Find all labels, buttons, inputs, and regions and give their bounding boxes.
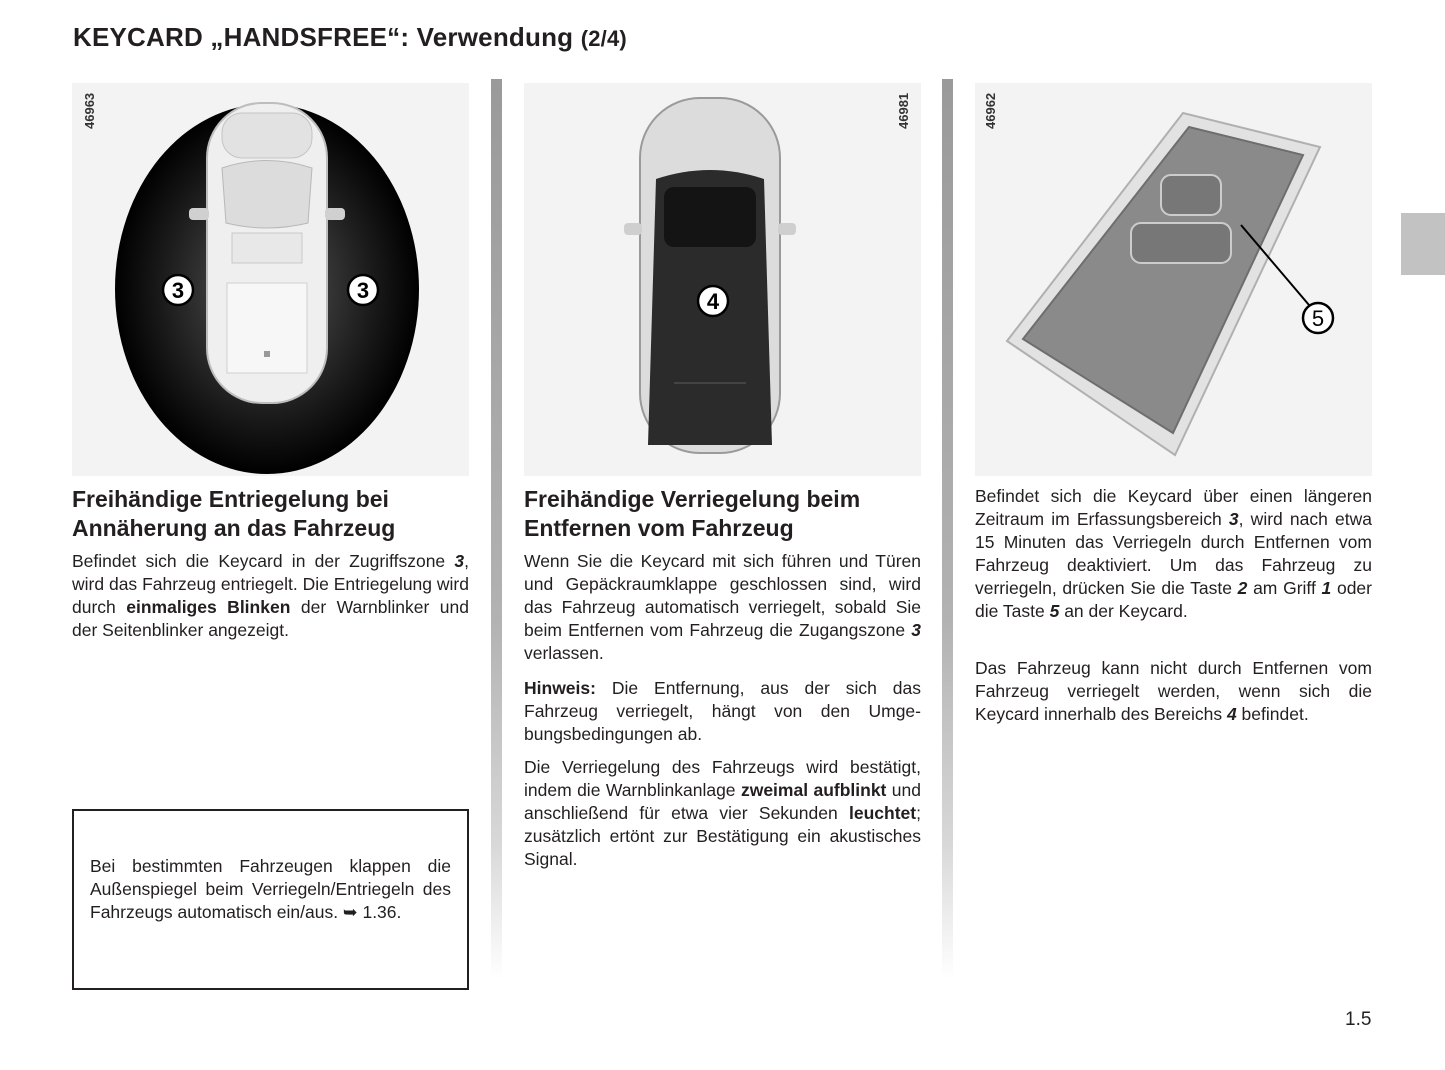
col1-heading: Freihändige Entriegelung bei Annäherung an das Fahrzeug <box>72 486 396 541</box>
chapter-tab <box>1401 213 1445 275</box>
col2-paragraph-2: Hinweis: Die Entfernung, aus der sich das Fahrzeug verriegelt, hängt von den Umgebungsbedingungen ab. <box>524 678 921 744</box>
note-box <box>72 809 469 990</box>
page-title-sub: (2/4) <box>580 26 627 51</box>
callout-left: 3 <box>171 278 185 303</box>
lock-button <box>1161 175 1221 215</box>
page-title: KEYCARD „HANDSFREE“: Verwendung (2/4) <box>73 22 627 52</box>
col1-paragraph: Befindet sich die Keycard in der Zugriffszone 3, wird das Fahrzeug entriegelt. Die Entriegelung wird durch einmaliges Blinken der Warnblinker und der Seitenblinker angezeigt. <box>72 551 469 640</box>
car-top-illustration <box>524 83 921 476</box>
figure-approach-zone <box>72 83 469 476</box>
col2-paragraph-1: Wenn Sie die Keycard mit sich führen und Türen und Gepäckraumklappe geschlossen sind, wird das Fahrzeug automatisch verriegelt, sobald Sie beim Entfernen vom Fahrzeug die Zugangszone 3 verlassen. <box>524 551 921 663</box>
col3-paragraph-2: Das Fahrzeug kann nicht durch Entfernen vom Fahrzeug verriegelt werden, wenn sich die Keycard innerhalb des Bereichs 4 befindet. <box>975 658 1372 724</box>
figure-keycard <box>975 83 1372 476</box>
arrow-icon: ➥ <box>342 902 358 922</box>
col3-paragraph-1: Befindet sich die Keycard über einen längeren Zeitraum im Erfassungsbereich 3, wird nach etwa 15 Minuten das Verriegeln durch Entfernen vom Fahrzeug deaktiviert. Um das Fahrzeug zu verriegeln, drücken Sie die Taste 2 am Griff 1 oder die Taste 5 an der Keycard. <box>975 486 1372 621</box>
keycard-illustration <box>975 83 1372 476</box>
col2-paragraph-3: Die Verriegelung des Fahrzeugs wird bestätigt, indem die Warnblinkanlage zweimal aufblinkt und anschließend für etwa vier Sekunden leuchtet; zusätzlich ertönt zur Bestätigung ein akustisches Signal. <box>524 757 921 869</box>
figure-number: 46981 <box>896 92 911 130</box>
callouts <box>72 83 469 476</box>
figure-number: 46962 <box>983 92 998 130</box>
figure-number: 46963 <box>82 92 97 130</box>
col2-heading: Freihändige Verriegelung beim Entfernen vom Fahrzeug <box>524 486 861 541</box>
callout: 4 <box>706 289 720 314</box>
note-text: Bei bestimmten Fahrzeugen klappen die Außenspiegel beim Verriegeln/Entriegeln des Fahrzeugs automatisch ein/aus. ➥ 1.36. <box>90 856 451 922</box>
light-trunk-buttons <box>1131 223 1231 263</box>
figure-leaving-zone <box>524 83 921 476</box>
page-number: 1.5 <box>1345 1009 1372 1030</box>
callout: 5 <box>1311 306 1325 331</box>
column-divider-2 <box>942 79 953 979</box>
column-divider-1 <box>491 79 502 979</box>
callout-right: 3 <box>356 278 370 303</box>
